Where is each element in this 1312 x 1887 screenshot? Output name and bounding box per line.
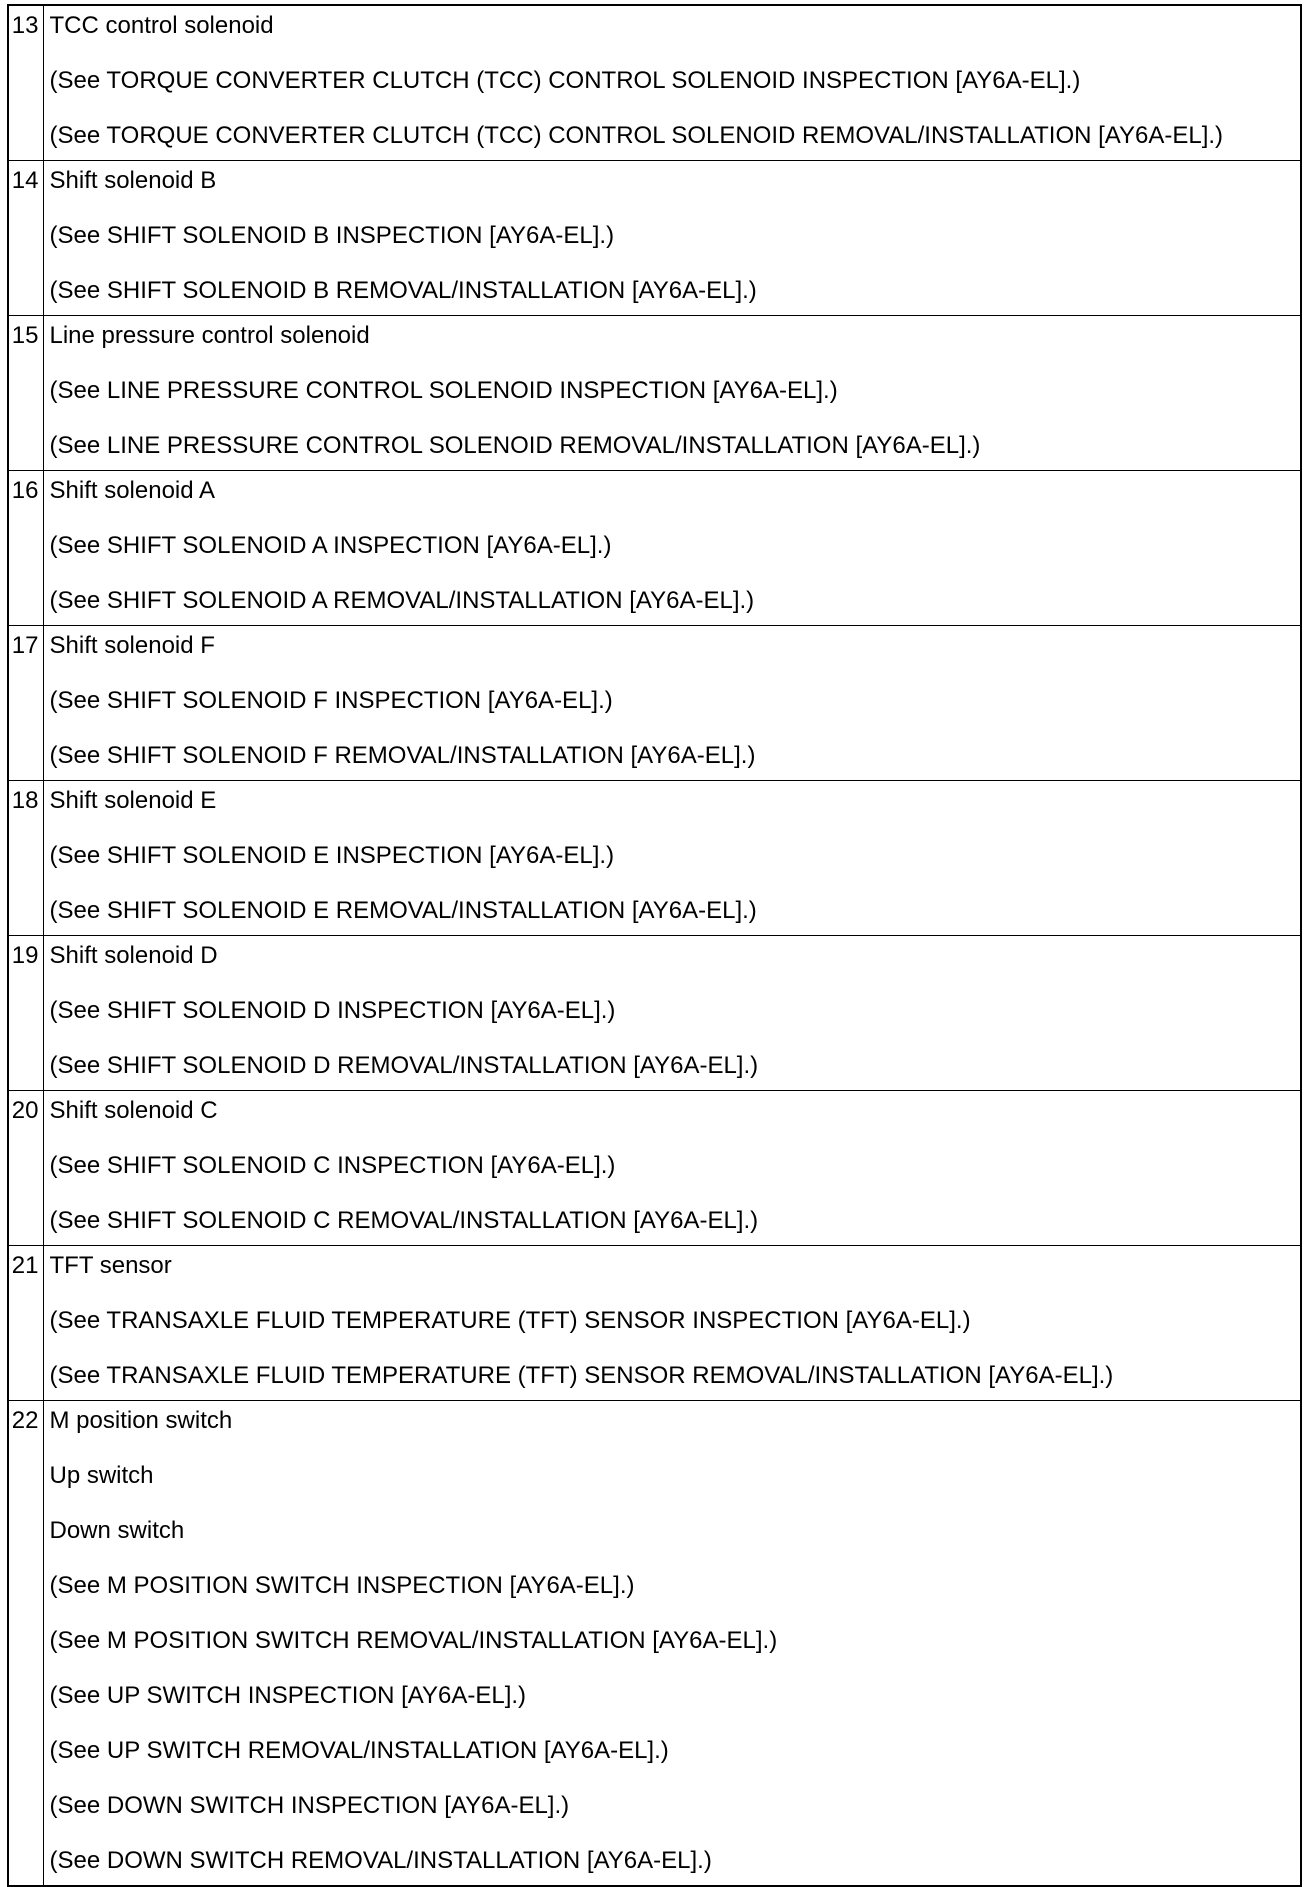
component-name: Shift solenoid E: [49, 787, 217, 814]
item-number: 19: [11, 942, 39, 969]
reference-line: (See SHIFT SOLENOID A REMOVAL/INSTALLATION [AY6A-EL].): [49, 587, 755, 614]
reference-line: (See SHIFT SOLENOID B REMOVAL/INSTALLATION [AY6A-EL].): [49, 277, 757, 304]
reference-line: (See SHIFT SOLENOID C INSPECTION [AY6A-EL].): [49, 1152, 616, 1179]
item-number-cell: [8, 471, 43, 626]
component-name: TCC control solenoid: [49, 12, 274, 39]
item-number: 14: [11, 167, 39, 194]
item-number-cell: [8, 1246, 43, 1401]
reference-line: (See TRANSAXLE FLUID TEMPERATURE (TFT) SENSOR REMOVAL/INSTALLATION [AY6A-EL].): [49, 1362, 1114, 1389]
reference-line: (See SHIFT SOLENOID B INSPECTION [AY6A-EL].): [49, 222, 615, 249]
item-number-cell: [8, 5, 43, 161]
table-row: [8, 5, 1301, 161]
item-content-cell: [43, 626, 1301, 781]
item-number-cell: [8, 936, 43, 1091]
reference-line: (See SHIFT SOLENOID D INSPECTION [AY6A-EL].): [49, 997, 616, 1024]
item-number: 18: [11, 787, 39, 814]
component-name: TFT sensor: [49, 1252, 172, 1279]
component-name: Line pressure control solenoid: [49, 322, 370, 349]
component-name: Shift solenoid F: [49, 632, 215, 659]
reference-line: (See LINE PRESSURE CONTROL SOLENOID REMOVAL/INSTALLATION [AY6A-EL].): [49, 432, 981, 459]
item-number: 22: [11, 1407, 39, 1434]
item-number: 16: [11, 477, 39, 504]
table-row: [8, 316, 1301, 471]
table-row: [8, 471, 1301, 626]
reference-line: (See TORQUE CONVERTER CLUTCH (TCC) CONTROL SOLENOID REMOVAL/INSTALLATION [AY6A-EL].): [49, 122, 1224, 149]
component-name: Shift solenoid B: [49, 167, 217, 194]
reference-line: (See SHIFT SOLENOID A INSPECTION [AY6A-EL].): [49, 532, 612, 559]
component-name: Shift solenoid A: [49, 477, 215, 504]
component-table: [7, 4, 1302, 1887]
reference-line: (See SHIFT SOLENOID F INSPECTION [AY6A-EL].): [49, 687, 613, 714]
reference-line: (See SHIFT SOLENOID D REMOVAL/INSTALLATION [AY6A-EL].): [49, 1052, 759, 1079]
table-row: [8, 1246, 1301, 1401]
item-number-cell: [8, 1401, 43, 1887]
reference-line: (See SHIFT SOLENOID C REMOVAL/INSTALLATION [AY6A-EL].): [49, 1207, 759, 1234]
item-number-cell: [8, 626, 43, 781]
reference-line: (See UP SWITCH INSPECTION [AY6A-EL].): [49, 1682, 527, 1709]
table-row: [8, 781, 1301, 936]
reference-line: (See M POSITION SWITCH REMOVAL/INSTALLATION [AY6A-EL].): [49, 1627, 778, 1654]
item-number-cell: [8, 781, 43, 936]
reference-line: (See SHIFT SOLENOID E REMOVAL/INSTALLATION [AY6A-EL].): [49, 897, 757, 924]
table-row: [8, 626, 1301, 781]
reference-line: (See SHIFT SOLENOID E INSPECTION [AY6A-EL].): [49, 842, 615, 869]
reference-line: (See LINE PRESSURE CONTROL SOLENOID INSPECTION [AY6A-EL].): [49, 377, 838, 404]
item-number-cell: [8, 161, 43, 316]
item-number: 15: [11, 322, 39, 349]
table-row: [8, 1091, 1301, 1246]
item-number-cell: [8, 316, 43, 471]
item-content-cell: [43, 5, 1301, 161]
component-name: M position switch: [49, 1407, 233, 1434]
item-number-cell: [8, 1091, 43, 1246]
item-content-cell: [43, 1246, 1301, 1401]
item-number: 21: [11, 1252, 39, 1279]
reference-line: Down switch: [49, 1517, 185, 1544]
component-name: Shift solenoid D: [49, 942, 218, 969]
item-number: 20: [11, 1097, 39, 1124]
item-content-cell: [43, 1091, 1301, 1246]
item-number: 13: [11, 12, 39, 39]
reference-line: (See TRANSAXLE FLUID TEMPERATURE (TFT) SENSOR INSPECTION [AY6A-EL].): [49, 1307, 971, 1334]
table-row: [8, 161, 1301, 316]
item-content-cell: [43, 936, 1301, 1091]
table-row: [8, 1401, 1301, 1887]
item-content-cell: [43, 1401, 1301, 1887]
table-body: [8, 5, 1301, 1886]
reference-line: (See DOWN SWITCH REMOVAL/INSTALLATION [AY6A-EL].): [49, 1847, 712, 1874]
item-content-cell: [43, 781, 1301, 936]
reference-line: Up switch: [49, 1462, 154, 1489]
reference-line: (See TORQUE CONVERTER CLUTCH (TCC) CONTROL SOLENOID INSPECTION [AY6A-EL].): [49, 67, 1081, 94]
item-content-cell: [43, 316, 1301, 471]
item-content-cell: [43, 161, 1301, 316]
item-number: 17: [11, 632, 39, 659]
table-row: [8, 936, 1301, 1091]
component-name: Shift solenoid C: [49, 1097, 218, 1124]
item-content-cell: [43, 471, 1301, 626]
reference-line: (See DOWN SWITCH INSPECTION [AY6A-EL].): [49, 1792, 570, 1819]
reference-line: (See M POSITION SWITCH INSPECTION [AY6A-EL].): [49, 1572, 635, 1599]
reference-line: (See UP SWITCH REMOVAL/INSTALLATION [AY6A-EL].): [49, 1737, 669, 1764]
reference-line: (See SHIFT SOLENOID F REMOVAL/INSTALLATION [AY6A-EL].): [49, 742, 756, 769]
